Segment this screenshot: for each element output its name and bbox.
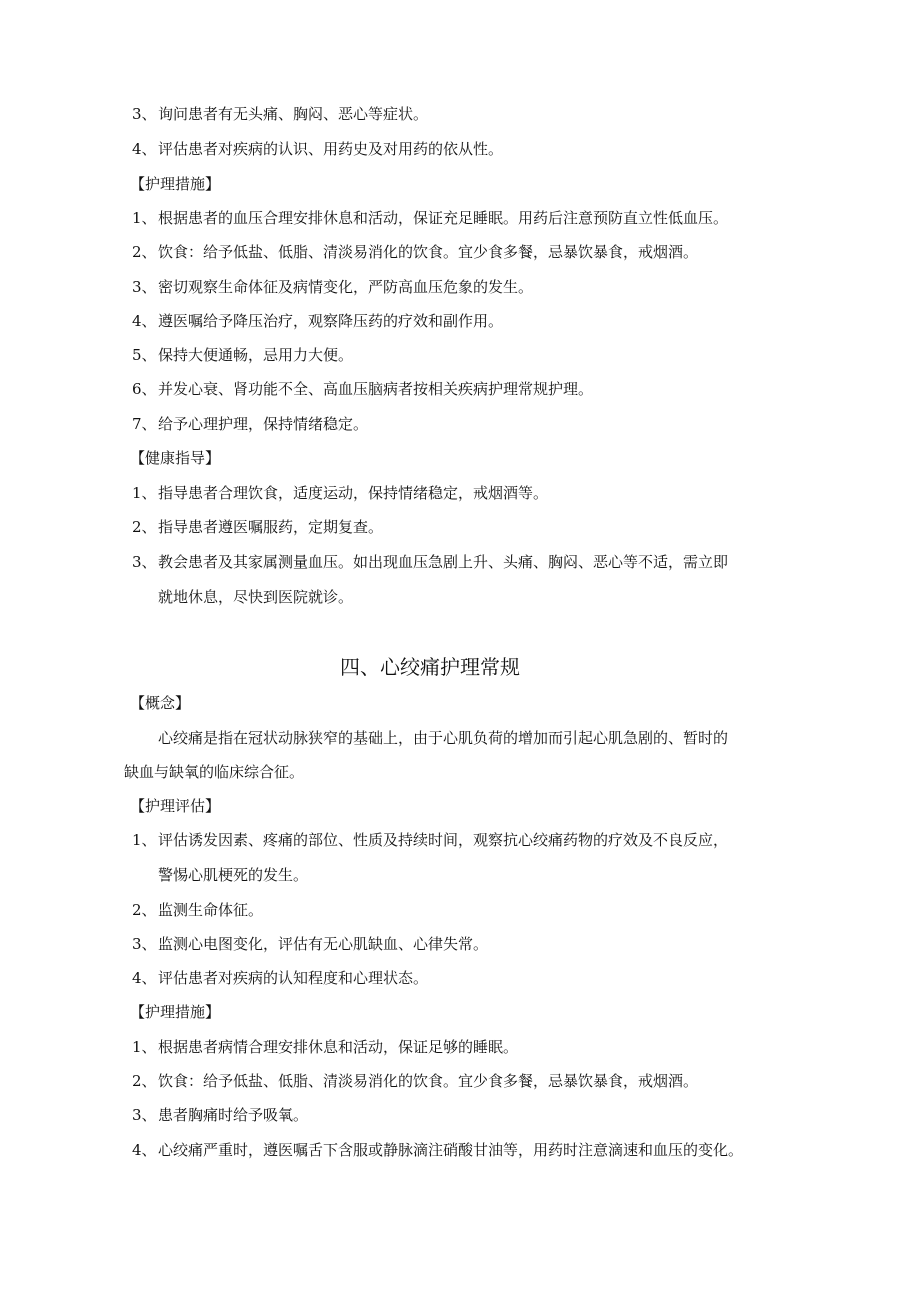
- list-item: 6、并发心衰、肾功能不全、高血压脑病者按相关疾病护理常规护理。: [132, 380, 594, 398]
- list-item: 2、饮食：给予低盐、低脂、清淡易消化的饮食。宜少食多餐，忌暴饮暴食，戒烟酒。: [132, 1072, 699, 1090]
- list-item: 3、密切观察生命体征及病情变化，严防高血压危象的发生。: [132, 278, 534, 296]
- section-heading: 【护理措施】: [130, 175, 221, 193]
- list-item: 3、教会患者及其家属测量血压。如出现血压急剧上升、头痛、胸闷、恶心等不适，需立即: [132, 553, 729, 571]
- list-item: 1、根据患者的血压合理安排休息和活动，保证充足睡眠。用药后注意预防直立性低血压。: [132, 209, 729, 227]
- list-item: 4、遵医嘱给予降压治疗，观察降压药的疗效和副作用。: [132, 312, 504, 330]
- list-item: 5、保持大便通畅，忌用力大便。: [132, 346, 354, 364]
- list-item: 2、监测生命体征。: [132, 901, 264, 919]
- paragraph-line: 心绞痛是指在冠状动脉狭窄的基础上，由于心肌负荷的增加而引起心肌急剧的、暂时的: [158, 729, 729, 747]
- list-item: 4、心绞痛严重时，遵医嘱舌下含服或静脉滴注硝酸甘油等，用药时注意滴速和血压的变化。: [132, 1141, 744, 1159]
- list-item: 1、评估诱发因素、疼痛的部位、性质及持续时间，观察抗心绞痛药物的疗效及不良反应，: [132, 831, 729, 849]
- section-title: 四、心绞痛护理常规: [340, 655, 520, 679]
- section-heading: 【健康指导】: [130, 449, 221, 467]
- list-item: 2、指导患者遵医嘱服药，定期复查。: [132, 518, 384, 536]
- list-item-continuation: 警惕心肌梗死的发生。: [158, 866, 309, 884]
- section-heading: 【护理措施】: [130, 1003, 221, 1021]
- list-item: 1、根据患者病情合理安排休息和活动，保证足够的睡眠。: [132, 1038, 519, 1056]
- list-item: 3、询问患者有无头痛、胸闷、恶心等症状。: [132, 105, 429, 123]
- list-item: 3、患者胸痛时给予吸氧。: [132, 1106, 309, 1124]
- list-item: 7、给予心理护理，保持情绪稳定。: [132, 415, 369, 433]
- list-item: 4、评估患者对疾病的认识、用药史及对用药的依从性。: [132, 140, 504, 158]
- list-item-continuation: 就地休息，尽快到医院就诊。: [158, 588, 354, 606]
- list-item: 4、评估患者对疾病的认知程度和心理状态。: [132, 969, 429, 987]
- list-item: 2、饮食：给予低盐、低脂、清淡易消化的饮食。宜少食多餐，忌暴饮暴食，戒烟酒。: [132, 243, 699, 261]
- section-heading: 【概念】: [130, 694, 191, 712]
- list-item: 3、监测心电图变化，评估有无心肌缺血、心律失常。: [132, 935, 489, 953]
- paragraph-line: 缺血与缺氧的临床综合征。: [124, 763, 305, 781]
- section-heading: 【护理评估】: [130, 797, 221, 815]
- list-item: 1、指导患者合理饮食，适度运动，保持情绪稳定，戒烟酒等。: [132, 484, 549, 502]
